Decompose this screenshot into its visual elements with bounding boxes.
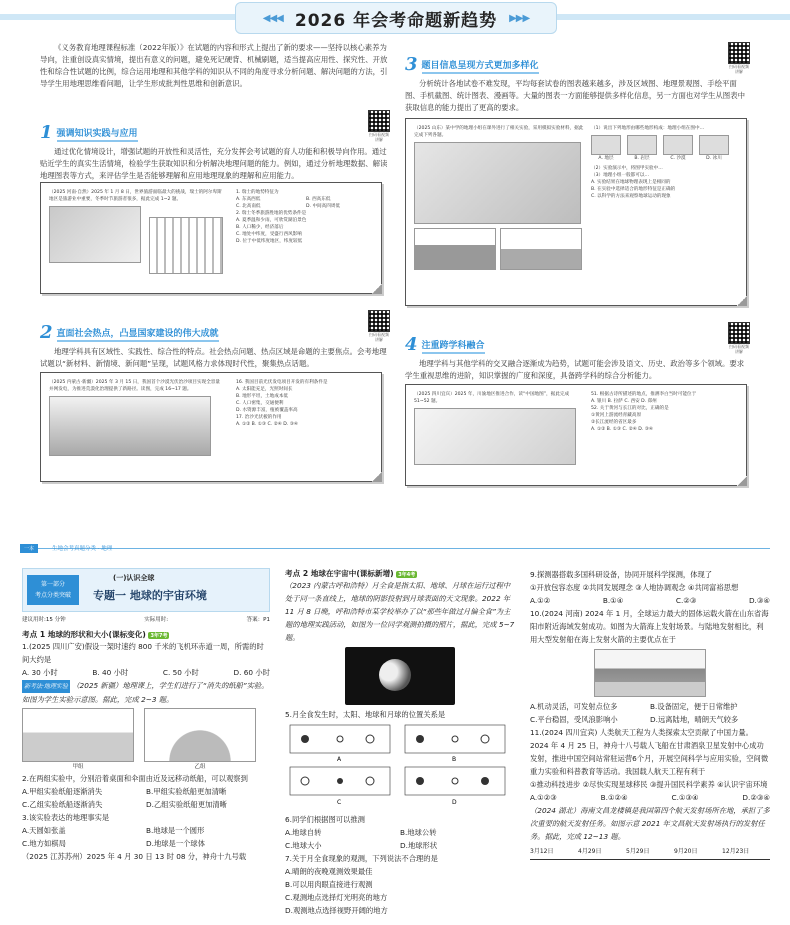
card-2-line-6: 17. 治沙光伏板的作用: [236, 415, 282, 420]
question-11: 11.(2024 四川宜宾) 人类航天工程为人类探索太空贡献了中国力量。2024 年 4 月 25 日，神舟十八号载人飞船在甘肃酒泉卫星发射中心成功发射，推进中国空间站常驻运营6个月，开展空间科学与应用实验，空间微重力实验和科普教育等活动。我国载人航天工程有利于: [530, 728, 769, 776]
card-1-map-image: [49, 206, 141, 263]
option[interactable]: D.地球是一个球体: [146, 839, 206, 848]
card-4-line-1: 51. 根据古诗所描述的地点，推测李白当时可能位于: [591, 392, 697, 397]
card-3-model-a: A. 地层: [598, 156, 614, 161]
card-1-chart-image: [149, 217, 223, 274]
card-3-line-10: C. 以科学的方法来观察地球运动的现象: [591, 194, 671, 199]
part-box: [22, 568, 270, 612]
lower-col-3: [530, 568, 770, 860]
earth-icon: [481, 735, 489, 743]
page-banner: [0, 0, 790, 34]
question-5: 5.月全食发生时，太阳、地球和月球的位置关系是: [285, 710, 446, 719]
diagram-label-d: D: [452, 799, 457, 806]
option[interactable]: B. 40 小时: [92, 668, 129, 677]
earth-icon: [301, 777, 309, 785]
section-1-title: [40, 124, 138, 142]
section-1-example-card: [40, 182, 382, 294]
option[interactable]: C.②③: [675, 596, 697, 605]
actual-time: 实际用时:: [144, 617, 169, 623]
section-4-number: 4: [405, 334, 418, 355]
card-2-line-4: C. 人口密集，交通便利: [236, 401, 284, 406]
section-4-qr[interactable]: [728, 322, 750, 354]
frequency-tag: 3年7考: [150, 632, 168, 639]
option[interactable]: A.甲组实验纸船逐渐消失: [22, 787, 103, 796]
option[interactable]: D. 60 小时: [233, 668, 270, 677]
option[interactable]: C.平台稳固，受风浪影响小: [530, 715, 618, 724]
qr-code-icon[interactable]: [368, 110, 390, 132]
question-6: 6.同学们根据图可以推测: [285, 815, 365, 824]
option[interactable]: B.地球是一个圆形: [146, 826, 205, 835]
part-badge: [27, 575, 79, 605]
page-fold: [737, 296, 747, 306]
question-7-option-a[interactable]: A.晴朗的夜晚观测效果最佳: [285, 867, 373, 876]
section-1: [40, 110, 390, 182]
timeline-date: 5月29日: [626, 848, 650, 855]
card-2-line-2: A. 太阳能充足，光照时间长: [236, 387, 293, 392]
section-2-example-card: [40, 372, 382, 482]
option[interactable]: D.地球形状: [400, 841, 438, 850]
card-1-option-c: C. 北高南低: [236, 204, 261, 209]
question-7-option-b[interactable]: B.可以用肉眼直接进行观测: [285, 880, 373, 889]
sun-icon: [301, 735, 309, 743]
timeline-date: 9月20日: [674, 848, 698, 855]
moon-icon: [481, 777, 489, 785]
qr-label: 扫码看视频讲解: [729, 344, 749, 354]
question-7-option-c[interactable]: C.观测地点选择灯光明亮的地方: [285, 893, 388, 902]
launch-timeline: [530, 845, 770, 860]
option[interactable]: C.地方如棋局: [22, 839, 66, 848]
page-fold: [372, 284, 382, 294]
section-2-title: [40, 324, 219, 342]
banner-tab: [235, 2, 557, 34]
qr-code-icon[interactable]: [728, 322, 750, 344]
card-3-map-image: [414, 142, 581, 224]
lower-col-2: [285, 568, 515, 917]
question-9: 9.探测器搭载多国科研设备，协同开展科学探测，体现了: [530, 570, 713, 579]
banner-title: 2026 年会考命题新趋势: [294, 10, 498, 31]
card-4-intro: （2025 四川宜宾）2025 年，川渝地区推进合作，读“中国地图”，据此完成 51~52 题。: [414, 392, 570, 404]
card-1-option-b: B. 西高东低: [306, 197, 331, 202]
earth-icon: [452, 778, 458, 784]
question-11-options: [530, 791, 770, 804]
card-4-line-5: ②长江流经的省区最多: [591, 420, 637, 425]
section-4: [405, 322, 750, 382]
section-3-number: 3: [405, 54, 418, 75]
option[interactable]: B.地球公转: [400, 828, 437, 837]
option[interactable]: C.①③④: [671, 793, 699, 802]
option[interactable]: A.①②: [530, 596, 551, 605]
card-4-line-3: 52. 关于黄河与长江的对比，正确的是: [591, 406, 669, 411]
section-2-label: 直面社会热点，凸显国家建设的伟大成就: [57, 326, 219, 342]
card-2-intro: （2025 内蒙古·新疆）2025 年 3 月 15 日，我国首个沙漠光伏治沙项目实现全容量并网发电，为推进荒漠化治理提供了新路径。读图，完成 16~17 题。: [49, 380, 220, 392]
card-3-line-8: A. 实验结果在地球物理表现上是相同的: [591, 180, 671, 185]
header-line: [20, 548, 770, 549]
option[interactable]: D.乙组实验纸船更加清晰: [146, 800, 227, 809]
col1-heading: 考点 1 地球的形状和大小(课标变化) 3年7考: [22, 630, 168, 639]
section-3-qr[interactable]: [728, 42, 750, 74]
card-3-line-1: （1）说出下列地形由哪些地形构成：地理小组在图中…: [591, 126, 705, 131]
question-11-statements: ①推动科技进步 ②尽快实现星球移民 ③提升国民科学素养 ④认识宇宙环境: [530, 780, 768, 789]
earth-icon: [337, 736, 343, 742]
option[interactable]: B.甲组实验纸船更加清晰: [146, 787, 227, 796]
option[interactable]: A.机动灵活，可发射点位多: [530, 702, 618, 711]
option[interactable]: C.乙组实验纸船逐渐消失: [22, 800, 103, 809]
timeline-date: 4月29日: [578, 848, 602, 855]
section-2: [40, 310, 390, 370]
banner-arrows-left: ◀◀◀: [262, 12, 283, 24]
question-9-statements: ①开放包容态度 ②共同发展理念 ③人地协调观念 ④共同富裕思想: [530, 583, 739, 592]
question-1-options: [22, 666, 270, 679]
header-badge: 一本: [20, 544, 38, 553]
card-2-line-3: B. 地形平坦，土地成本低: [236, 394, 289, 399]
card-3-intro: （2025 山东）某中学的地理小组在课外进行了相关实验，采用模拟实验材料，据此完成下列各题。: [414, 126, 584, 138]
part-label: 第一部分: [40, 581, 65, 588]
sun-icon: [416, 777, 424, 785]
card-2-photo: [49, 396, 211, 456]
card-3-model-d-image: [699, 135, 729, 155]
suggested-time: 建议用时:15 分钟: [22, 617, 66, 623]
question-9-options: [530, 594, 770, 607]
card-3-model-c-image: [663, 135, 693, 155]
question-7-option-d[interactable]: D.观测地点选择视野开阔的地方: [285, 906, 388, 915]
question-3: 3.该实验表达的地理事实是: [22, 813, 110, 822]
section-2-number: 2: [40, 322, 53, 343]
card-3-line-7: （3）地理小组一般都可以…: [591, 173, 650, 178]
answer-page: 答案：P1: [246, 617, 270, 623]
section-1-label: 强调知识实践与应用: [57, 126, 138, 142]
qr-label: 扫码看视频讲解: [729, 64, 749, 74]
card-2-line-7: A. ①② B. ①③ C. ②④ D. ③④: [236, 422, 298, 427]
experiment-image-a: [22, 708, 134, 762]
experiment-label-a: 甲组: [72, 764, 84, 770]
card-3-line-9: B. 在实验中选择适合的地形特征是正确的: [591, 187, 676, 192]
page-fold: [372, 472, 382, 482]
question-5-intro: （2023 内蒙古呼和浩特）月全食是指太阳、地球、月球在运行过程中处于同一条直线上，地球的阴影投射到月球表面的天文现象。2022 年 11 月 8 日晚，呼和浩特市某学校举办了以“那些年做过月偏全食”为主题的地理实践活动，如图为一位同学观测拍摄的照片，据此，完成 5~7 题。: [285, 581, 515, 642]
diagram-label-a: A: [337, 756, 342, 763]
topic-title: 专题一 地球的宇宙环境: [93, 589, 207, 602]
section-4-label: 注重跨学科融合: [422, 338, 485, 354]
card-4-line-2: A. 银川 B. 拉萨 C. 西安 D. 郑州: [591, 399, 657, 404]
card-1-intro: （2025 河南·自然）2025 年 1 月 8 日，世界旅游面临最大的挑战，瑞士的阿尔卑斯地区是旅游业中重要，冬季时节旅游者很多，据此完成 1~2 题。: [49, 190, 222, 202]
option[interactable]: D.③④: [748, 596, 770, 605]
orbit-diagram: [285, 721, 515, 809]
qr-label: 扫码看视频讲解: [369, 132, 389, 142]
card-3-model-b-image: [627, 135, 657, 155]
moon-icon: [379, 659, 411, 691]
qr-label: 扫码看视频讲解: [369, 332, 389, 342]
card-3-model-c: C. 沙漠: [670, 156, 686, 161]
banner-arrows-right: ▶▶▶: [509, 12, 530, 24]
card-4-line-4: ①黄河上游流经青藏高原: [591, 413, 642, 418]
question-3-options: [22, 824, 270, 850]
lower-page: [0, 548, 790, 925]
lunar-eclipse-photo: [345, 647, 455, 705]
option[interactable]: B.设备固定，便于日常维护: [650, 702, 738, 711]
card-3-model-a-image: [591, 135, 621, 155]
section-3-title: [405, 56, 539, 74]
experiment-badge: 新考法·地理实验: [22, 680, 70, 693]
card-4-map-image: [414, 408, 576, 465]
card-1-option-d: D. 中间高四周低: [306, 204, 341, 209]
question-2-options: [22, 785, 270, 811]
page-fold: [737, 476, 747, 486]
timeline-date: 12月23日: [722, 848, 750, 855]
diagram-label-c: C: [337, 799, 342, 806]
moon-icon: [366, 777, 374, 785]
section-4-title: [405, 336, 485, 354]
option[interactable]: C. 50 小时: [162, 668, 199, 677]
question-2: 2.在两组实验中，分别沿着桌面和伞面由近及远移动纸船，可以观察到: [22, 774, 248, 783]
lower-col-1: [22, 568, 270, 863]
qr-code-icon[interactable]: [368, 310, 390, 332]
option[interactable]: A.地球自转: [285, 828, 322, 837]
card-3-model-b: B. 岩层: [634, 156, 650, 161]
section-1-qr[interactable]: [368, 110, 390, 142]
card-2-line-1: 16. 我国目前光伏发电项目开发的有利条件是: [236, 380, 328, 385]
sun-icon: [337, 778, 343, 784]
card-1-line-7: A. 夏季温和少雨，可欣赏湖泊景色: [236, 218, 307, 223]
section-3: [405, 42, 750, 114]
section-4-text: 地理学科与其他学科的交叉融合逐渐成为趋势，试题可能会涉及语文、历史、政治等多个领域。要求学生重视思维的进阶，知识掌握的广度和深度，具备跨学科的综合分析能力。: [405, 359, 745, 380]
card-1-line-9: C. 地处中纬度，受盛行西风影响: [236, 232, 302, 237]
option[interactable]: A. 30 小时: [22, 668, 58, 677]
chapter-title: (一)认识全球: [113, 574, 155, 582]
section-4-example-card: [405, 384, 747, 486]
question-4-intro: （2025 江苏苏州）2025 年 4 月 30 日 13 时 08 分，神舟十九号载: [22, 852, 247, 861]
col2-heading: 考点 2 地球在宇宙中(课标新增) 3年4考: [285, 569, 416, 578]
moon-icon: [452, 736, 458, 742]
card-1-line-1: 1. 瑞士的地势特征为: [236, 190, 279, 195]
card-3-line-6: （2）实验演示中，将图甲实验中…: [591, 166, 663, 171]
section-2-qr[interactable]: [368, 310, 390, 342]
option[interactable]: C.地球大小: [285, 841, 322, 850]
option[interactable]: A.天圆如张盖: [22, 826, 66, 835]
question-10: 10.(2024 河南) 2024 年 1 月，全球运力最大的固体运载火箭在山东省海阳市附近海域发射成功。如图为大箭海上发射场景。与陆地发射相比，利用大型发射船在海上发射火箭的主要优点在于: [530, 609, 769, 644]
card-3-model-d: D. 冰川: [706, 156, 722, 161]
card-2-line-5: D. 水资源丰富，植被覆盖率高: [236, 408, 298, 413]
rocket-launch-photo: [594, 649, 706, 697]
diagram-label-b: B: [452, 756, 457, 763]
sun-icon: [416, 735, 424, 743]
option[interactable]: A.①②③: [530, 793, 557, 802]
option[interactable]: B.①②④: [600, 793, 628, 802]
frequency-tag: 3年4考: [398, 571, 416, 578]
section-3-text: 分析统计各地试卷不难发现，平均每套试卷的图表越来越多，涉及区域图、地理景观图、手绘平面图、手机截图、统计图表、漫画等。大量的图表一方面能够提供多样化信息，另一方面也对学生从图表中获取信息的能力提出了更高的要求。: [405, 79, 745, 112]
card-1-line-8: B. 人口稀少，经济落后: [236, 225, 284, 230]
question-1: 1.(2025 四川广安)假设一架时速约 800 千米的飞机环赤道一周，所需的时间大约是: [22, 642, 264, 664]
card-3-profile-b: [500, 228, 582, 270]
timeline-date: 3月12日: [530, 848, 554, 855]
intro-text: 《义务教育地理课程标准（2022年版）》在试题的内容和形式上提出了新的要求——坚持以核心素养为导向，注重创设真实情境，提出有意义的问题，避免死记硬背、机械刷题，适当提高应用性、探究性、开放性和综合性试题的比例，综合运用地理和其他学科的知识从不同的角度寻求分析问题、解决问题的方法，引导学生用地理思维看问题，让学生形成批判性思维和创新意识。: [40, 43, 388, 88]
card-1-option-a: A. 东高西低: [236, 197, 261, 202]
option[interactable]: B.①④: [602, 596, 624, 605]
question-2-intro: 新考法·地理实验 （2025 新疆）地理课上，学生们进行了“消失的纸船”实验。如图为学生实验示意图。据此，完成 2~3 题。: [22, 681, 269, 704]
intro-paragraph: [40, 42, 390, 90]
experiment-images: [22, 708, 270, 770]
question-10-options: [530, 700, 770, 726]
option[interactable]: D.远离陆地，晴朗天气较多: [650, 715, 739, 724]
header-text: 生地会考真题分类 · 地理: [52, 546, 113, 552]
section-3-label: 题目信息呈现方式更加多样化: [422, 58, 539, 74]
question-6-options: [285, 826, 515, 852]
experiment-label-b: 乙组: [194, 764, 206, 770]
card-1-line-10: D. 位于中低纬度地区，纬度较低: [236, 239, 303, 244]
question-12-intro: （2024 湖北）海南文昌龙楼镇是我国第四个航天发射场所在地，承担了多次重要的航天发射任务。如图示意 2021 年文昌航天发射场执行的发射任务。据此，完成 12~13 题。: [530, 806, 770, 841]
card-1-line-6: 2. 瑞士冬季旅游胜地的优势条件是: [236, 211, 307, 216]
qr-code-icon[interactable]: [728, 42, 750, 64]
part-sub: 考点分类突破: [34, 592, 71, 599]
moon-icon: [366, 735, 374, 743]
experiment-image-b: [144, 708, 256, 762]
question-7: 7.关于月全食现象的观测，下列说法不合理的是: [285, 854, 438, 863]
time-meta: [22, 615, 270, 623]
section-2-text: 地理学科具有区域性、实践性、综合性的特点。社会热点问题、热点区域是命题的主要焦点。会考地理试题以“新材料、新情境、新问题”呈现，试题风格力求体现时代性，聚集热点话题。: [40, 347, 387, 368]
card-3-profile-a: [414, 228, 496, 270]
card-4-line-6: A. ①② B. ①③ C. ②④ D. ③④: [591, 427, 653, 432]
option[interactable]: D.②③④: [742, 793, 770, 802]
section-1-text: 通过优化情境设计，增强试题的开放性和灵活性，充分发挥会考试题的育人功能和积极导向作用。通过贴近学生的真实生活情境，检验学生获取知识和分析解决地理问题的能力。例如，通过分析地理数据、解读地理图表等方式，来评估学生是否能够理解和应用地理现象的理解和应用能力。: [40, 147, 388, 180]
section-1-number: 1: [40, 122, 53, 143]
section-3-example-card: [405, 118, 747, 306]
